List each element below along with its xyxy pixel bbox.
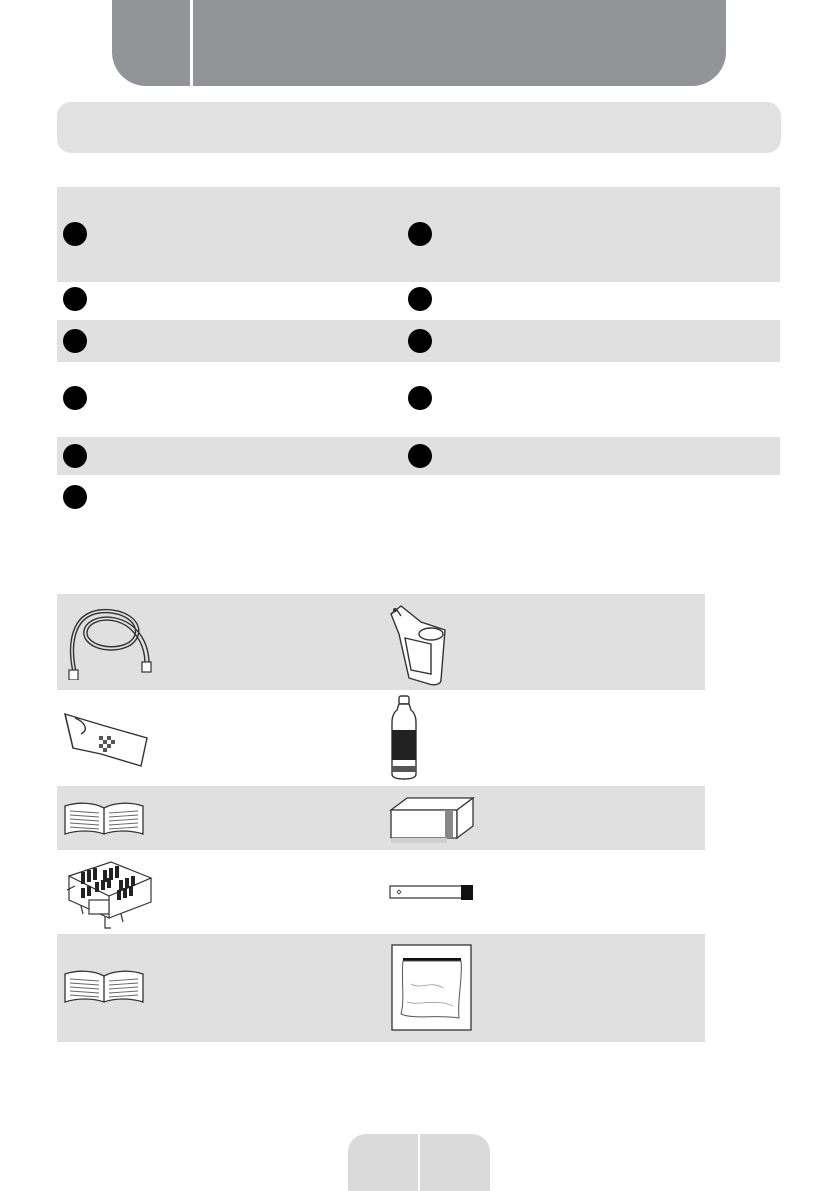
bullet-icon <box>408 329 432 353</box>
accessory-row <box>57 850 705 934</box>
bullet-icon <box>63 485 87 509</box>
bullet-icon <box>408 222 432 246</box>
bullet-icon <box>63 222 87 246</box>
support-bracket-icon <box>61 708 151 768</box>
parts-row <box>57 362 780 437</box>
measuring-cup-icon <box>387 600 449 686</box>
bullet-icon <box>408 444 432 468</box>
accessories-table <box>57 594 705 1042</box>
accessory-row <box>57 690 705 786</box>
accessory-row <box>57 786 705 850</box>
bullet-icon <box>63 287 87 311</box>
header-tab <box>112 0 726 86</box>
parts-row <box>57 187 780 282</box>
accessory-row <box>57 594 705 690</box>
section-title-bar <box>57 102 781 153</box>
bullet-icon <box>408 287 432 311</box>
parts-row <box>57 282 780 320</box>
parts-list <box>57 187 780 520</box>
shoe-rack-icon <box>61 856 153 932</box>
manual-book-icon <box>63 802 145 836</box>
filter-bag-icon <box>391 944 473 1032</box>
water-hose-icon <box>63 604 155 680</box>
footer-divider <box>418 1134 420 1191</box>
parts-row <box>57 437 780 475</box>
bullet-icon <box>63 444 87 468</box>
test-strip-icon <box>389 882 475 902</box>
parts-row <box>57 320 780 362</box>
bullet-icon <box>63 329 87 353</box>
bullet-icon <box>408 386 432 410</box>
header-divider <box>190 0 193 86</box>
manual-book-icon <box>63 970 145 1004</box>
accessory-row <box>57 934 705 1042</box>
detergent-bottle-icon <box>389 694 419 780</box>
parts-row <box>57 475 780 520</box>
packaging-box-icon <box>389 796 475 846</box>
bullet-icon <box>63 386 87 410</box>
